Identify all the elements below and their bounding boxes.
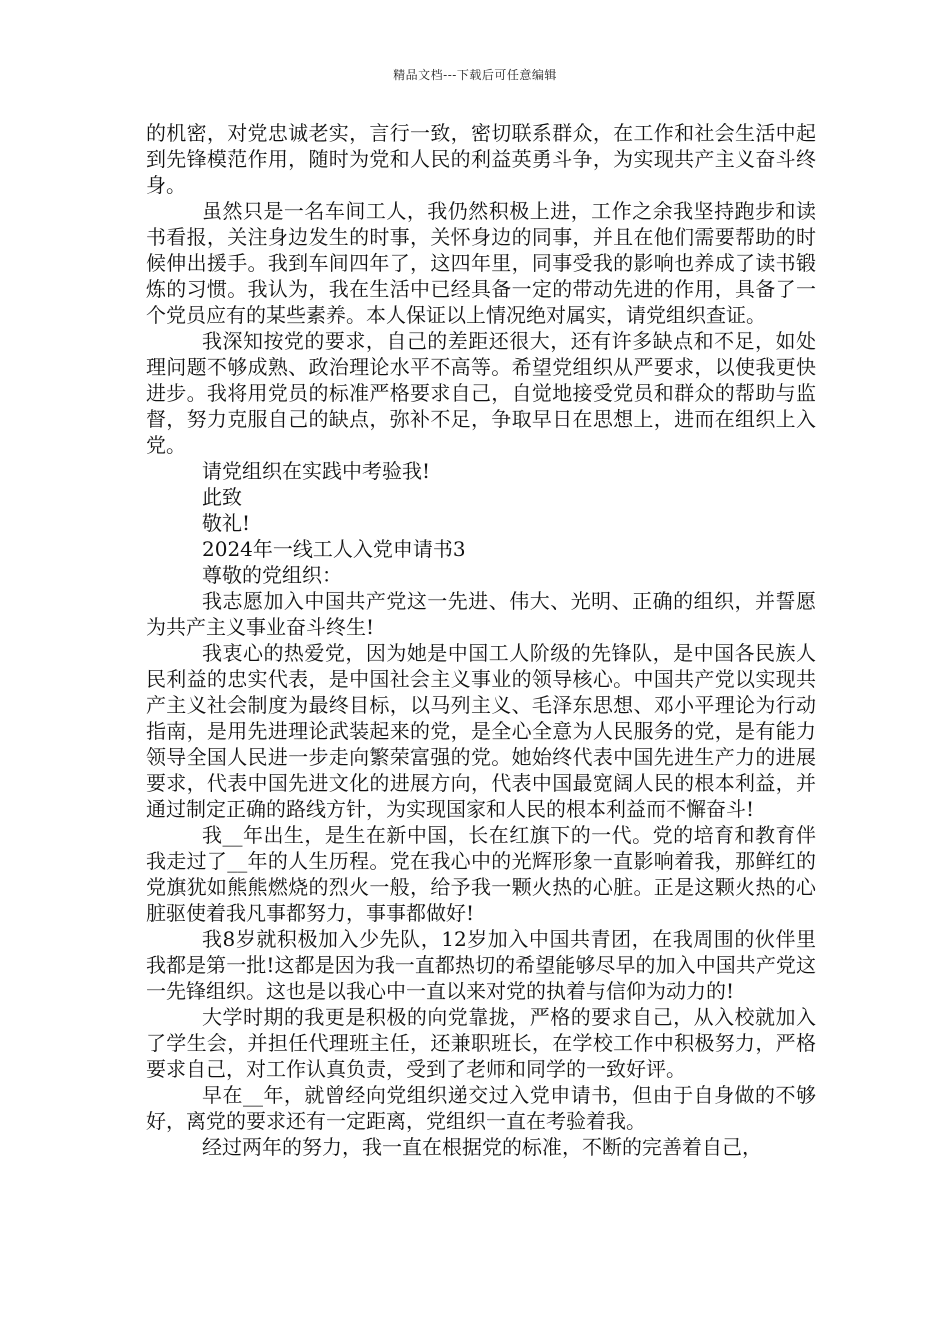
section-title: 2024年一线工人入党申请书3 <box>202 537 466 561</box>
paragraph: 早在__年，就曾经向党组织递交过入党申请书，但由于自身做的不够好，离党的要求还有一定距离，党组织一直在考验着我。 <box>146 1083 816 1133</box>
document-body <box>146 120 816 1160</box>
greeting: 尊敬的党组织： <box>202 563 342 587</box>
closing-respect: 敬礼! <box>202 511 251 535</box>
paragraph: 虽然只是一名车间工人，我仍然积极上进，工作之余我坚持跑步和读书看报，关注身边发生的时事，关怀身边的同事，并且在他们需要帮助的时候伸出援手。我到车间四年了，这四年里，同事受我的影响也养成了读书锻炼的习惯。我认为，我在生活中已经具备一定的带动先进的作用，具备了一个党员应有的某些素养。本人保证以上情况绝对属实，请党组织查证。 <box>146 199 816 327</box>
paragraph: 的机密，对党忠诚老实，言行一致，密切联系群众，在工作和社会生活中起到先锋模范作用，随时为党和人民的利益英勇斗争，为实现共产主义奋斗终身。 <box>146 121 816 197</box>
paragraph: 我志愿加入中国共产党这一先进、伟大、光明、正确的组织，并誓愿为共产主义事业奋斗终生! <box>146 589 816 639</box>
paragraph: 我8岁就积极加入少先队，12岁加入中国共青团，在我周围的伙伴里我都是第一批!这都是因为我一直都热切的希望能够尽早的加入中国共产党这一先锋组织。这也是以我心中一直以来对党的执着与信仰为动力的! <box>146 927 816 1003</box>
paragraph: 大学时期的我更是积极的向党靠拢，严格的要求自己，从入校就加入了学生会，并担任代理班主任，还兼职班长，在学校工作中积极努力，严格要求自己，对工作认真负责，受到了老师和同学的一致好评。 <box>146 1005 816 1081</box>
paragraph: 经过两年的努力，我一直在根据党的标准，不断的完善着自己， <box>202 1135 762 1159</box>
paragraph: 我衷心的热爱党，因为她是中国工人阶级的先锋队，是中国各民族人民利益的忠实代表，是中国社会主义事业的领导核心。中国共产党以实现共产主义社会制度为最终目标，以马列主义、毛泽东思想、邓小平理论为行动指南，是用先进理论武装起来的党，是全心全意为人民服务的党，是有能力领导全国人民进一步走向繁荣富强的党。她始终代表中国先进生产力的进展要求，代表中国先进文化的进展方向，代表中国最宽阔人民的根本利益，并通过制定正确的路线方针，为实现国家和人民的根本利益而不懈奋斗! <box>146 641 816 821</box>
closing-salutation: 此致 <box>202 485 242 509</box>
paragraph: 请党组织在实践中考验我! <box>202 459 431 483</box>
paragraph: 我__年出生，是生在新中国，长在红旗下的一代。党的培育和教育伴我走过了__年的人生历程。党在我心中的光辉形象一直影响着我，那鲜红的党旗犹如熊熊燃烧的烈火一般，给予我一颗火热的心脏。正是这颗火热的心脏驱使着我凡事都努力，事事都做好! <box>146 823 816 925</box>
paragraph: 我深知按党的要求，自己的差距还很大，还有许多缺点和不足，如处理问题不够成熟、政治理论水平不高等。希望党组织从严要求，以使我更快进步。我将用党员的标准严格要求自己，自觉地接受党员和群众的帮助与监督，努力克服自己的缺点，弥补不足，争取早日在思想上，进而在组织上入党。 <box>146 329 816 457</box>
page-header: 精品文档---下载后可任意编辑 <box>393 68 557 82</box>
